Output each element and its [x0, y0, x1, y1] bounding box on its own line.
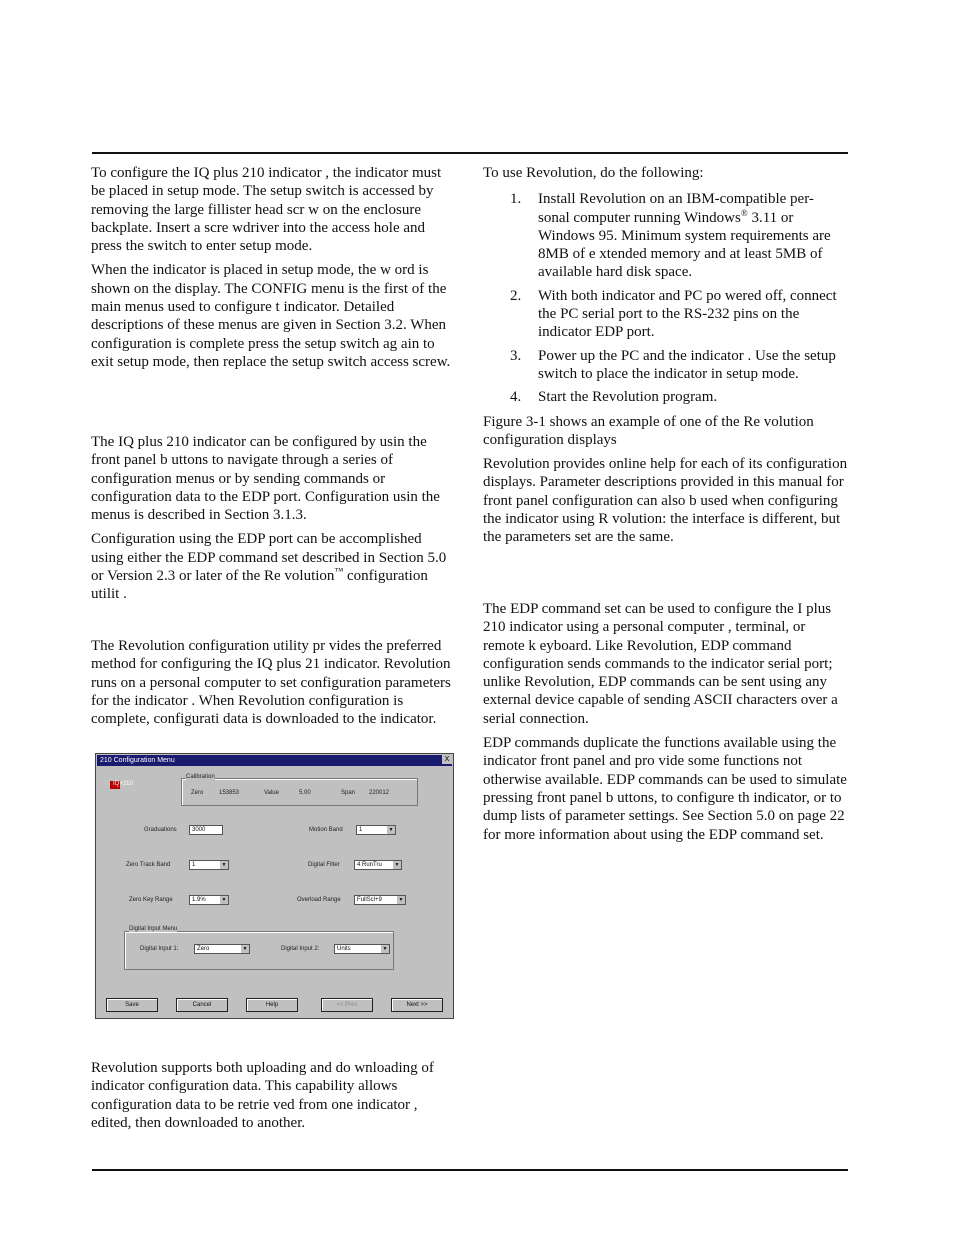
chevron-down-icon[interactable]: ▼ — [382, 946, 388, 952]
zero-track-value: 1 — [192, 862, 196, 868]
chevron-down-icon[interactable]: ▼ — [394, 862, 400, 868]
step-text-end: 3.11 or Windows 95. Minimum system requirements are 8MB of e xtended memory and at least 5MB of available hard disk space. — [538, 209, 831, 281]
step-number: 1. — [510, 191, 522, 208]
figure-reference-paragraph: Figure 3-1 shows an example of one of the Re volution configuration displays — [483, 413, 814, 448]
help-button[interactable]: Help — [246, 998, 298, 1012]
logo-text: IQ+210 — [113, 781, 133, 787]
motion-band-value: 1 — [359, 827, 363, 833]
edp-port-text-end: configuration utilit . — [91, 568, 428, 603]
value-value: 5.00 — [299, 790, 311, 796]
configuration-menu-screenshot — [95, 753, 454, 1019]
setup-mode-paragraph: To configure the IQ plus 210 indicator , the indicator must be placed in setup mode. The setup switch is accessed by removing the large fillister head scr w on the enclosure backplate. Insert a scre wdriver into the access hole and press the switch to enter setup mode. — [91, 165, 442, 255]
chevron-down-icon[interactable]: ▼ — [221, 897, 227, 903]
edp-command-set-paragraph: The EDP command set can be used to configure the I plus 210 indicator using a personal computer , terminal, or remote k eyboard. Like Revolution, EDP command configuration sends commands to the indicator serial port; unlike Revolution, EDP commands can be sent using any external device capable of sending ASCII characters over a serial connection. — [483, 601, 838, 727]
revolution-steps — [483, 190, 849, 406]
step-text: Power up the PC and the indicator . Use the setup switch to place the indicator in setup mode. — [538, 347, 836, 382]
online-help-paragraph: Revolution provides online help for each of its configuration displays. Parameter descriptions provided in this manual for front panel configuration can also b used when configuring the indicator using R volution: the interface is different, but the parameters set are the same. — [483, 456, 848, 546]
close-icon[interactable]: X — [442, 755, 452, 764]
edp-functions-paragraph: EDP commands duplicate the functions available using the indicator front panel and pro vide some functions not otherwise available. EDP commands can be used to simulate pressing front panel b uttons, to configure th indicator, or to dump lists of parameter settings. See Section 5.0 on page 22 for more information about using the EDP command set. — [483, 735, 847, 843]
trademark-symbol: ™ — [334, 566, 344, 577]
zero-value: 153853 — [219, 790, 240, 796]
digital-input-2-label: Digital Input 2: — [281, 946, 320, 952]
chevron-down-icon[interactable]: ▼ — [388, 827, 394, 833]
edp-port-text: Configuration using the EDP port can be accomplished using either the EDP command set described in Section 5.0 or Version 2.3 or later of the Re volution — [91, 531, 447, 585]
list-item — [483, 287, 849, 342]
zero-track-select[interactable] — [189, 860, 229, 870]
zero-label: Zero — [191, 790, 204, 796]
step-text: Start the Revolution program. — [538, 389, 718, 406]
registered-symbol: ® — [740, 207, 748, 218]
upload-download-paragraph: Revolution supports both uploading and do wnloading of indicator configuration data. This capability allows configuration data to be retrie ved from one indicator , edited, then downloaded to another. — [91, 1060, 434, 1131]
motion-band-label: Motion Band — [309, 827, 343, 833]
span-value: 220012 — [369, 790, 390, 796]
overload-value: FullScl+9 — [357, 897, 382, 903]
right-column — [483, 164, 849, 553]
revolution-paragraph: The Revolution configuration utility pr vides the preferred method for configuring the IQ plus 21 indicator. Revolution runs on a personal computer to set configuration parameters for the indicator . When Revolution configuration is complete, configurati data is downloaded to the indicator. — [91, 638, 451, 728]
chevron-down-icon[interactable]: ▼ — [221, 862, 227, 868]
overload-select[interactable] — [354, 895, 406, 905]
next-button[interactable]: Next >> — [391, 998, 443, 1012]
chevron-down-icon[interactable]: ▼ — [398, 897, 404, 903]
step-number: 4. — [510, 389, 522, 406]
top-rule — [92, 152, 848, 154]
list-item — [483, 388, 849, 406]
digital-input-1-label: Digital Input 1: — [140, 946, 179, 952]
cancel-button[interactable]: Cancel — [176, 998, 228, 1012]
digital-input-1-select[interactable] — [194, 944, 250, 954]
zero-track-label: Zero Track Band — [126, 862, 171, 868]
digital-filter-value: 4 RunTru — [357, 862, 382, 868]
left-column-methods — [91, 433, 457, 610]
dialog-title-bar: 210 Configuration Menu — [97, 755, 452, 766]
span-label: Span — [341, 790, 356, 796]
digital-input-1-value: Zero — [197, 946, 210, 952]
digital-filter-label: Digital Filter — [308, 862, 340, 868]
digital-filter-select[interactable] — [354, 860, 402, 870]
graduations-input[interactable]: 3000 — [189, 825, 223, 835]
digital-input-menu-label: Digital Input Menu — [129, 926, 178, 932]
left-column-upload — [91, 1059, 457, 1138]
step-number: 2. — [510, 287, 522, 304]
step-text: With both indicator and PC po wered off, connect the PC serial port to the RS-232 pins on the indicator EDP port. — [538, 287, 837, 341]
digital-input-2-value: Units — [337, 946, 351, 952]
list-item — [483, 347, 849, 384]
zero-key-select[interactable] — [189, 895, 229, 905]
value-label: Value — [264, 790, 279, 796]
motion-band-select[interactable] — [356, 825, 396, 835]
zero-key-label: Zero Key Range — [129, 897, 173, 903]
step-number: 3. — [510, 347, 522, 364]
revolution-intro: To use Revolution, do the following: — [483, 165, 704, 181]
chevron-down-icon[interactable]: ▼ — [242, 946, 248, 952]
calibration-label: Calibration — [186, 774, 215, 780]
list-item — [483, 190, 849, 281]
left-column — [91, 164, 457, 377]
graduations-label: Graduations — [144, 827, 177, 833]
zero-key-value: 1.9% — [192, 897, 206, 903]
bottom-rule — [92, 1169, 848, 1171]
save-button[interactable]: Save — [106, 998, 158, 1012]
prev-button[interactable]: << Prev — [321, 998, 373, 1012]
right-column-edp — [483, 600, 849, 850]
step-text: Install Revolution on an IBM-compatible per- sonal computer running Windows — [538, 191, 814, 226]
config-methods-paragraph: The IQ plus 210 indicator can be configured by usin the front panel b uttons to navigate through a series of configuration menus or by sending commands or configuration data to the EDP port. Configuration usin the menus is described in Section 3.1.3. — [91, 434, 440, 524]
left-column-revolution — [91, 637, 457, 734]
config-menu-paragraph: When the indicator is placed in setup mode, the w ord is shown on the display. The CONFIG menu is the first of the main menus used to configure t indicator. Detailed descriptions of these menus are given in Section 3.2. When configuration is complete press the setup switch ag ain to exit setup mode, then replace the setup switch access screw. — [91, 262, 451, 370]
edp-port-paragraph — [91, 530, 457, 603]
digital-input-2-select[interactable] — [334, 944, 390, 954]
overload-label: Overload Range — [297, 897, 341, 903]
